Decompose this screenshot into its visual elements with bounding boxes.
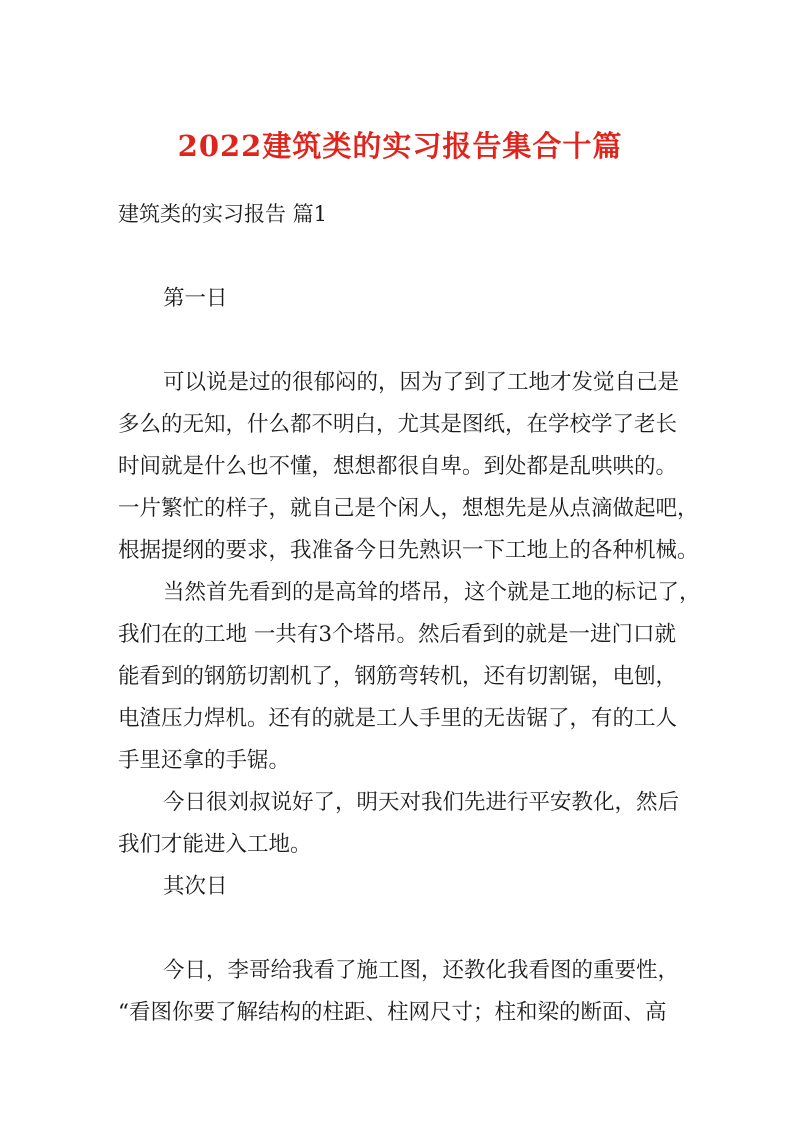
document-title: 2022建筑类的实习报告集合十篇 (177, 129, 623, 163)
paragraph-line: 一片繁忙的样子，就自己是个闲人，想想先是从点滴做起吧， (118, 496, 699, 521)
paragraph-line: 电渣压力焊机。还有的就是工人手里的无齿锯了，有的工人 (118, 706, 678, 731)
paragraph-line: 多么的无知，什么都不明白，尤其是图纸，在学校学了老长 (118, 412, 678, 437)
paragraph-line: 根据提纲的要求，我准备今日先熟识一下工地上的各种机械。 (118, 538, 699, 563)
paragraph-line: 当然首先看到的是高耸的塔吊，这个就是工地的标记了， (163, 580, 701, 605)
day-heading: 第一日 (163, 286, 228, 311)
paragraph-line: 今日很刘叔说好了，明天对我们先进行平安教化，然后 (163, 790, 680, 815)
paragraph-line: 我们才能进入工地。 (118, 832, 312, 857)
paragraph-line: 可以说是过的很郁闷的，因为了到了工地才发觉自己是 (163, 370, 680, 395)
paragraph-line: 今日，李哥给我看了施工图，还教化我看图的重要性， (163, 958, 680, 983)
paragraph-line: 我们在的工地 一共有3个塔吊。然后看到的就是一进门口就 (118, 622, 677, 647)
day-heading: 其次日 (163, 874, 228, 899)
paragraph-line: 能看到的钢筋切割机了，钢筋弯转机，还有切割锯，电刨， (118, 664, 678, 689)
paragraph-line: 时间就是什么也不懂，想想都很自卑。到处都是乱哄哄的。 (118, 454, 678, 479)
section-heading: 建筑类的实习报告 篇1 (118, 202, 328, 226)
paragraph-line: “看图你要了解结构的柱距、柱网尺寸；柱和梁的断面、高 (118, 1000, 667, 1025)
paragraph-line: 手里还拿的手锯。 (118, 748, 291, 773)
